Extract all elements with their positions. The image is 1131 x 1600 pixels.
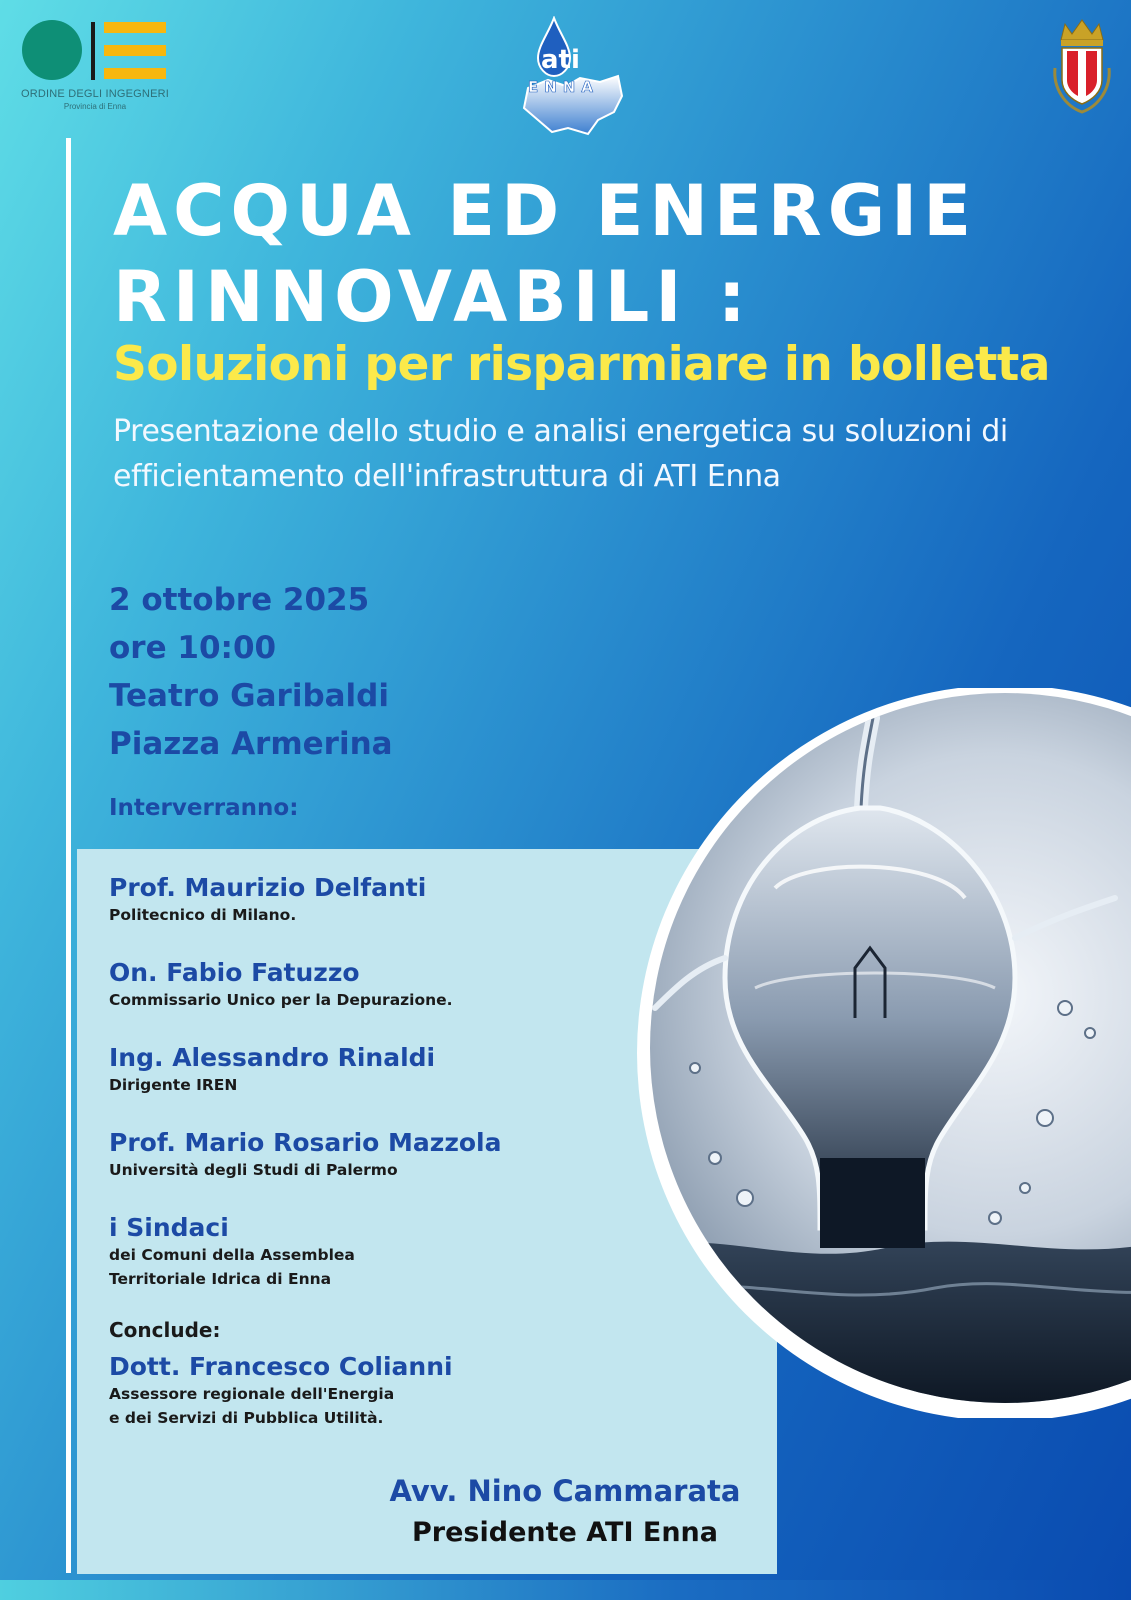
speaker-role: Dirigente IREN (109, 1076, 238, 1094)
speakers-heading: Interverranno: (109, 795, 299, 821)
speaker-role: dei Comuni della Assemblea (109, 1246, 355, 1264)
poster-subtitle: Soluzioni per risparmiare in bolletta (113, 337, 1050, 392)
comune-crest-logo (1051, 18, 1113, 114)
event-info (109, 576, 609, 768)
ordine-logo-subtext: Provincia di Enna (63, 102, 127, 111)
speaker-role: Assessore regionale dell'Energia (109, 1385, 395, 1403)
title-line-1: ACQUA ED ENERGIE (113, 170, 978, 252)
speaker-name: Prof. Maurizio Delfanti (109, 873, 427, 902)
speaker-role: Università degli Studi di Palermo (109, 1161, 398, 1179)
water-lightbulb-icon (635, 688, 1131, 1418)
title-line-2: RINNOVABILI : (113, 256, 752, 338)
speaker-item (109, 958, 669, 1012)
speaker-name: Ing. Alessandro Rinaldi (109, 1043, 436, 1072)
speaker-role: Commissario Unico per la Depurazione. (109, 991, 453, 1009)
ordine-logo-text: ORDINE DEGLI INGEGNERI (20, 88, 170, 100)
president-role: Presidente ATI Enna (412, 1517, 718, 1548)
ati-logo-subtext: ENNA (528, 78, 599, 96)
crowned-shield-crest-icon (1051, 18, 1113, 114)
poster-description: Presentazione dello studio e analisi energetica su soluzioni di efficientamento dell'infrastruttura di ATI Enna (113, 414, 1008, 494)
conclusion-label: Conclude: (109, 1318, 221, 1342)
speaker-name: Dott. Francesco Colianni (109, 1352, 453, 1381)
event-time: ore 10:00 (109, 630, 277, 666)
event-date: 2 ottobre 2025 (109, 582, 370, 618)
bottom-strip (0, 1580, 1131, 1600)
poster-title (113, 168, 1113, 340)
ati-logo-text: ati (541, 45, 580, 75)
water-drop-map-icon (518, 16, 632, 140)
event-city: Piazza Armerina (109, 726, 393, 762)
speaker-role: e dei Servizi di Pubblica Utilità. (109, 1409, 384, 1427)
ati-enna-logo (518, 16, 632, 140)
speaker-item (109, 1213, 669, 1291)
speaker-item (109, 1043, 669, 1097)
ordine-ingegneri-logo (20, 20, 170, 115)
speaker-item (109, 873, 669, 927)
speaker-role: Politecnico di Milano. (109, 906, 297, 924)
event-venue: Teatro Garibaldi (109, 678, 389, 714)
president-block (300, 1470, 830, 1554)
ordine-mark-icon (20, 20, 170, 86)
speaker-name: Prof. Mario Rosario Mazzola (109, 1128, 502, 1157)
speaker-role: Territoriale Idrica di Enna (109, 1270, 332, 1288)
conclusion-speaker (109, 1352, 669, 1430)
left-divider-line (66, 138, 71, 1573)
president-name: Avv. Nino Cammarata (389, 1474, 741, 1508)
speaker-name: i Sindaci (109, 1213, 229, 1242)
speaker-item (109, 1128, 669, 1182)
speaker-name: On. Fabio Fatuzzo (109, 958, 360, 987)
